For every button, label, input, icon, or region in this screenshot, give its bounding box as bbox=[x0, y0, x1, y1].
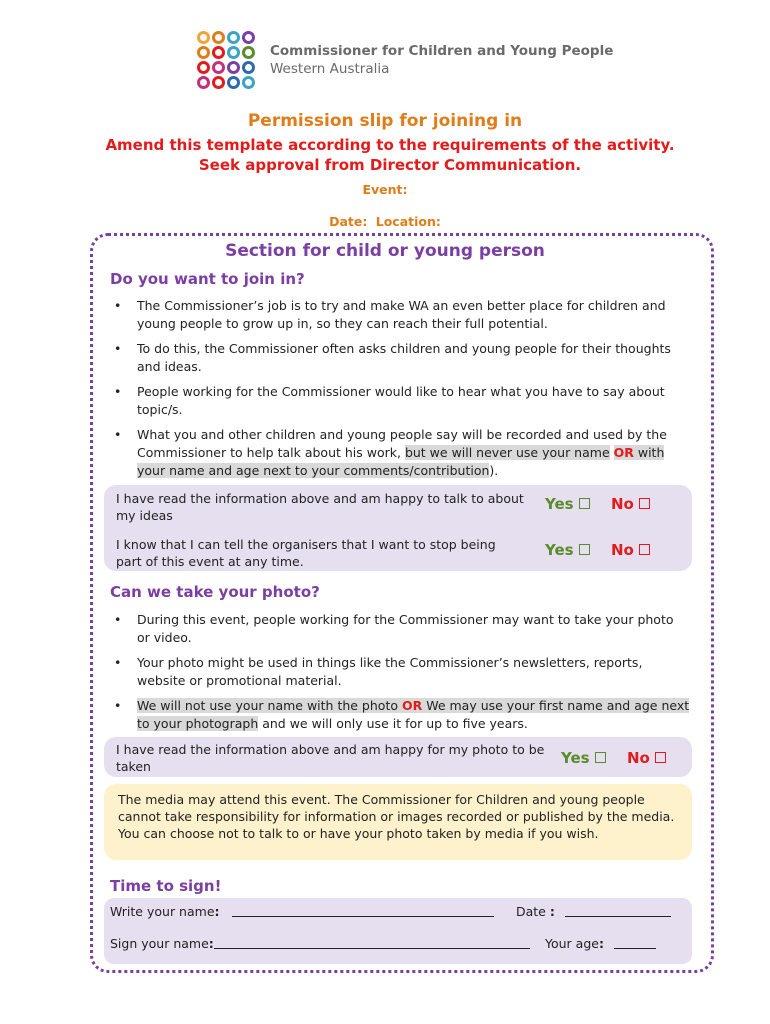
date-label: Date: bbox=[329, 214, 368, 229]
photo-bullet-3: • We will not use your name with the photo OR We may use your first name and age next to your photograph and we will only use it for up to five years. bbox=[110, 697, 690, 733]
sign-heading: Time to sign! bbox=[110, 877, 222, 895]
sign-name-field[interactable] bbox=[214, 937, 530, 949]
media-notice: The media may attend this event. The Commissioner for Children and young people cannot take responsibility for information or images recorded or published by the media. You can choose not to talk to or have your photo taken by media if you wish. bbox=[104, 784, 692, 860]
logo-dot bbox=[212, 46, 225, 59]
sign-box bbox=[104, 898, 692, 964]
sign-name-row: Sign your name: bbox=[110, 936, 530, 951]
join-bullet-2: • To do this, the Commissioner often asks children and young people for their thoughts and ideas. bbox=[110, 340, 690, 376]
photo-q1-yes-checkbox[interactable]: Yes bbox=[561, 749, 606, 767]
logo-dot bbox=[242, 46, 255, 59]
logo-dot bbox=[227, 61, 240, 74]
date-row: Date : bbox=[516, 904, 671, 919]
join-heading: Do you want to join in? bbox=[110, 270, 305, 288]
photo-bullets bbox=[110, 611, 690, 733]
logo-dot bbox=[227, 46, 240, 59]
write-name-row: Write your name: bbox=[110, 904, 494, 919]
logo-dot bbox=[212, 61, 225, 74]
logo-dot bbox=[197, 46, 210, 59]
logo-dot bbox=[242, 76, 255, 89]
logo-dot bbox=[197, 61, 210, 74]
logo-dot bbox=[212, 76, 225, 89]
logo-dot bbox=[227, 76, 240, 89]
logo-dot bbox=[227, 31, 240, 44]
checkbox-icon[interactable] bbox=[639, 544, 650, 555]
logo-dot bbox=[242, 31, 255, 44]
date-field[interactable] bbox=[565, 905, 671, 917]
join-bullet-1: • The Commissioner’s job is to try and make WA an even better place for children and young people to grow up in, so they can reach their full potential. bbox=[110, 297, 690, 333]
join-question-2: I know that I can tell the organisers that I want to stop being part of this event at any time. bbox=[116, 537, 496, 569]
join-q2-yes-checkbox[interactable]: Yes bbox=[545, 541, 590, 559]
join-q1-no-checkbox[interactable]: No bbox=[611, 495, 650, 513]
age-field[interactable] bbox=[614, 937, 656, 949]
age-row: Your age: bbox=[545, 936, 656, 951]
document-title: Permission slip for joining in bbox=[247, 111, 523, 131]
amend-note: Amend this template according to the requirements of the activity. Seek approval from Director Communication. bbox=[105, 136, 675, 174]
photo-question-1: I have read the information above and am happy for my photo to be taken bbox=[116, 742, 545, 774]
checkbox-icon[interactable] bbox=[655, 752, 666, 763]
join-q2-no-checkbox[interactable]: No bbox=[611, 541, 650, 559]
location-label: Location: bbox=[375, 214, 441, 229]
join-q1-yes-checkbox[interactable]: Yes bbox=[545, 495, 590, 513]
checkbox-icon[interactable] bbox=[579, 498, 590, 509]
event-label: Event: bbox=[362, 182, 408, 197]
join-bullets bbox=[110, 297, 690, 480]
section-title: Section for child or young person bbox=[225, 241, 545, 261]
join-consent-box bbox=[104, 485, 692, 571]
photo-consent-box bbox=[104, 737, 692, 777]
logo-dot bbox=[212, 31, 225, 44]
org-logo bbox=[196, 30, 613, 90]
ccyp-dot-grid-logo-icon bbox=[196, 30, 256, 90]
photo-bullet-1: • During this event, people working for the Commissioner may want to take your photo or video. bbox=[110, 611, 690, 647]
org-region: Western Australia bbox=[270, 61, 390, 77]
photo-bullet-2: • Your photo might be used in things like the Commissioner’s newsletters, reports, website or promotional material. bbox=[110, 654, 690, 690]
join-question-1: I have read the information above and am happy to talk to about my ideas bbox=[116, 491, 524, 523]
org-name: Commissioner for Children and Young People bbox=[270, 43, 614, 59]
logo-dot bbox=[197, 31, 210, 44]
checkbox-icon[interactable] bbox=[595, 752, 606, 763]
photo-q1-no-checkbox[interactable]: No bbox=[627, 749, 666, 767]
photo-heading: Can we take your photo? bbox=[110, 583, 320, 601]
join-bullet-3: • People working for the Commissioner would like to hear what you have to say about topic/s. bbox=[110, 383, 690, 419]
checkbox-icon[interactable] bbox=[639, 498, 650, 509]
join-bullet-4: • What you and other children and young people say will be recorded and used by the Commissioner to help talk about his work, but we will never use your name OR with your name and age next to your comments/contribution). bbox=[110, 426, 690, 480]
logo-dot bbox=[242, 61, 255, 74]
checkbox-icon[interactable] bbox=[579, 544, 590, 555]
write-name-field[interactable] bbox=[232, 905, 494, 917]
logo-dot bbox=[197, 76, 210, 89]
date-location-line bbox=[0, 214, 770, 229]
